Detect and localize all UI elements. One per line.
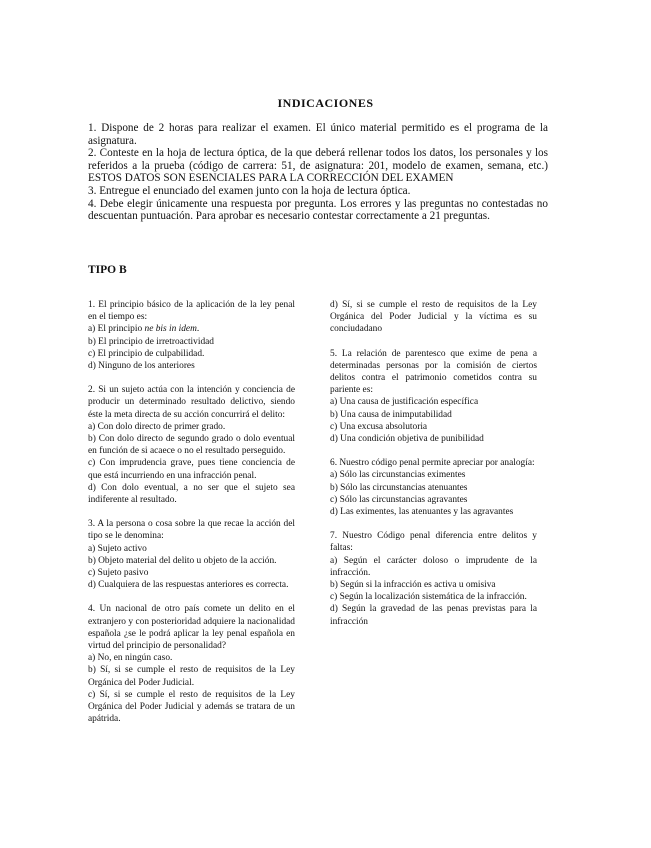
answer-option xyxy=(330,494,537,506)
answer-option xyxy=(88,360,295,372)
answer-option xyxy=(330,421,537,433)
question-text: 6. Nuestro código penal permite apreciar por analogía: xyxy=(330,458,535,469)
answer-option-text: a) Según el carácter doloso o imprudente de la infracción. xyxy=(330,555,537,578)
question-text: 7. Nuestro Código penal diferencia entre delitos y faltas: xyxy=(330,531,537,554)
answer-option xyxy=(88,579,295,591)
answer-option xyxy=(330,469,537,481)
answer-option xyxy=(88,348,295,360)
exam-type-label: TIPO B xyxy=(88,264,127,276)
answer-option xyxy=(88,421,295,433)
answer-option xyxy=(88,543,295,555)
instruction-item: 4. Debe elegir únicamente una respuesta por pregunta. Los errores y las preguntas no contestadas no descuentan puntuación. Para aprobar es necesario contestar correctamente a 21 preguntas. xyxy=(88,197,548,223)
answer-option xyxy=(330,506,537,518)
answer-option-text: b) Según si la infracción es activa u omisiva xyxy=(330,580,496,591)
answer-option-text: d) Cualquiera de las respuestas anteriores es correcta. xyxy=(88,580,289,591)
answer-option-text: a) Sólo las circunstancias eximentes xyxy=(330,470,466,481)
answer-option xyxy=(330,482,537,494)
answer-option xyxy=(330,591,537,603)
answer-option-text: c) Sólo las circunstancias agravantes xyxy=(330,494,468,505)
answer-option-text: c) Sí, si se cumple el resto de requisitos de la Ley Orgánica del Poder Judicial y además se tratara de un apátrida. xyxy=(88,689,295,725)
answer-option xyxy=(88,336,295,348)
answer-option-text: b) Sólo las circunstancias atenuantes xyxy=(330,482,468,493)
instructions-block xyxy=(88,122,548,223)
left-column xyxy=(88,299,295,738)
question-text: 2. Si un sujeto actúa con la intención y conciencia de producir un determinado resultado delictivo, siendo éste la meta directa de su acción concurrirá el delito: xyxy=(88,385,295,420)
answer-option-text: c) Una excusa absolutoria xyxy=(330,421,428,432)
answer-option-text: b) El principio de irretroactividad xyxy=(88,336,214,347)
answer-option-text: b) Una causa de inimputabilidad xyxy=(330,409,452,420)
question-block xyxy=(330,348,537,446)
answer-option-text: d) Una condición objetiva de punibilidad xyxy=(330,434,484,445)
answer-option xyxy=(330,579,537,591)
instruction-item: 1. Dispone de 2 horas para realizar el examen. El único material permitido es el programa de la asignatura. xyxy=(88,122,548,147)
question-text: 5. La relación de parentesco que exime de pena a determinadas personas por la comisión de ciertos delitos contra el patrimonio cometidos contra su pariente es: xyxy=(330,348,537,396)
answer-option xyxy=(88,482,295,506)
answer-option xyxy=(88,433,295,457)
question-block xyxy=(330,457,537,518)
question-block xyxy=(330,530,537,628)
answer-option-text: b) Objeto material del delito u objeto de la acción. xyxy=(88,555,277,566)
answer-option-text: a) El principio xyxy=(88,324,145,335)
question-block xyxy=(88,299,295,372)
answer-option xyxy=(88,689,295,726)
answer-option-text: c) Sujeto pasivo xyxy=(88,568,149,579)
answer-option-text: c) Según la localización sistemática de la infracción. xyxy=(330,592,527,603)
answer-option-text: b) Sí, si se cumple el resto de requisitos de la Ley Orgánica del Poder Judicial. xyxy=(88,665,295,688)
answer-option-text: a) No, en ningún caso. xyxy=(88,653,173,664)
answer-option-text: d) Las eximentes, las atenuantes y las agravantes xyxy=(330,507,514,518)
question-block xyxy=(88,603,295,725)
instruction-item: 2. Conteste en la hoja de lectura óptica, de la que deberá rellenar todos los datos, los personales y los referidos a la prueba (código de carrera: 51, de asignatura: 201, modelo de examen, semana, etc.) ESTOS DATOS SON ESENCIALES PARA LA CORRECCIÓN DEL EXAMEN xyxy=(88,147,548,185)
page-title: INDICACIONES xyxy=(277,96,374,110)
instruction-item: 3. Entregue el enunciado del examen junto con la hoja de lectura óptica. xyxy=(88,184,411,197)
answer-option-text: a) Con dolo directo de primer grado. xyxy=(88,421,226,432)
question-block xyxy=(88,384,295,506)
answer-option xyxy=(88,323,295,335)
answer-option xyxy=(88,555,295,567)
answer-option-text: d) Ninguno de los anteriores xyxy=(88,361,195,372)
answer-option xyxy=(88,664,295,688)
question-text: 3. A la persona o cosa sobre la que recae la acción del tipo se le denomina: xyxy=(88,519,295,542)
answer-option xyxy=(88,457,295,481)
answer-option-text: c) El principio de culpabilidad. xyxy=(88,348,205,359)
answer-option xyxy=(330,555,537,579)
answer-option xyxy=(330,433,537,445)
question-text: 4. Un nacional de otro país comete un delito en el extranjero y con posterioridad adquiere la nacionalidad española ¿se le podrá aplicar la ley penal española en virtud del principio de personalidad? xyxy=(88,604,295,652)
answer-option xyxy=(330,409,537,421)
answer-option xyxy=(330,396,537,408)
answer-option-text: a) Sujeto activo xyxy=(88,543,147,554)
answer-option xyxy=(330,603,537,627)
answer-option xyxy=(88,652,295,664)
answer-option-text: d) Según la gravedad de las penas previstas para la infracción xyxy=(330,604,537,627)
answer-option-suffix: . xyxy=(196,324,200,335)
answer-option xyxy=(88,567,295,579)
answer-option-text: d) Con dolo eventual, a no ser que el sujeto sea indiferente al resultado. xyxy=(88,482,295,506)
answer-option-text: b) Con dolo directo de segundo grado o dolo eventual en función de si acaece o no el resultado perseguido. xyxy=(88,434,295,457)
question-text: 1. El principio básico de la aplicación de la ley penal en el tiempo es: xyxy=(88,300,295,323)
answer-option-emphasis: ne bis in idem xyxy=(144,324,197,335)
answer-option-text: c) Con imprudencia grave, pues tiene conciencia de que está incurriendo en una infracción penal. xyxy=(88,458,295,481)
right-column xyxy=(330,299,537,640)
question-block xyxy=(88,518,295,591)
answer-option-text: a) Una causa de justificación específica xyxy=(330,397,479,408)
question-continuation: d) Sí, si se cumple el resto de requisitos de la Ley Orgánica del Poder Judicial y la víctima es su conciudadano xyxy=(330,300,537,335)
